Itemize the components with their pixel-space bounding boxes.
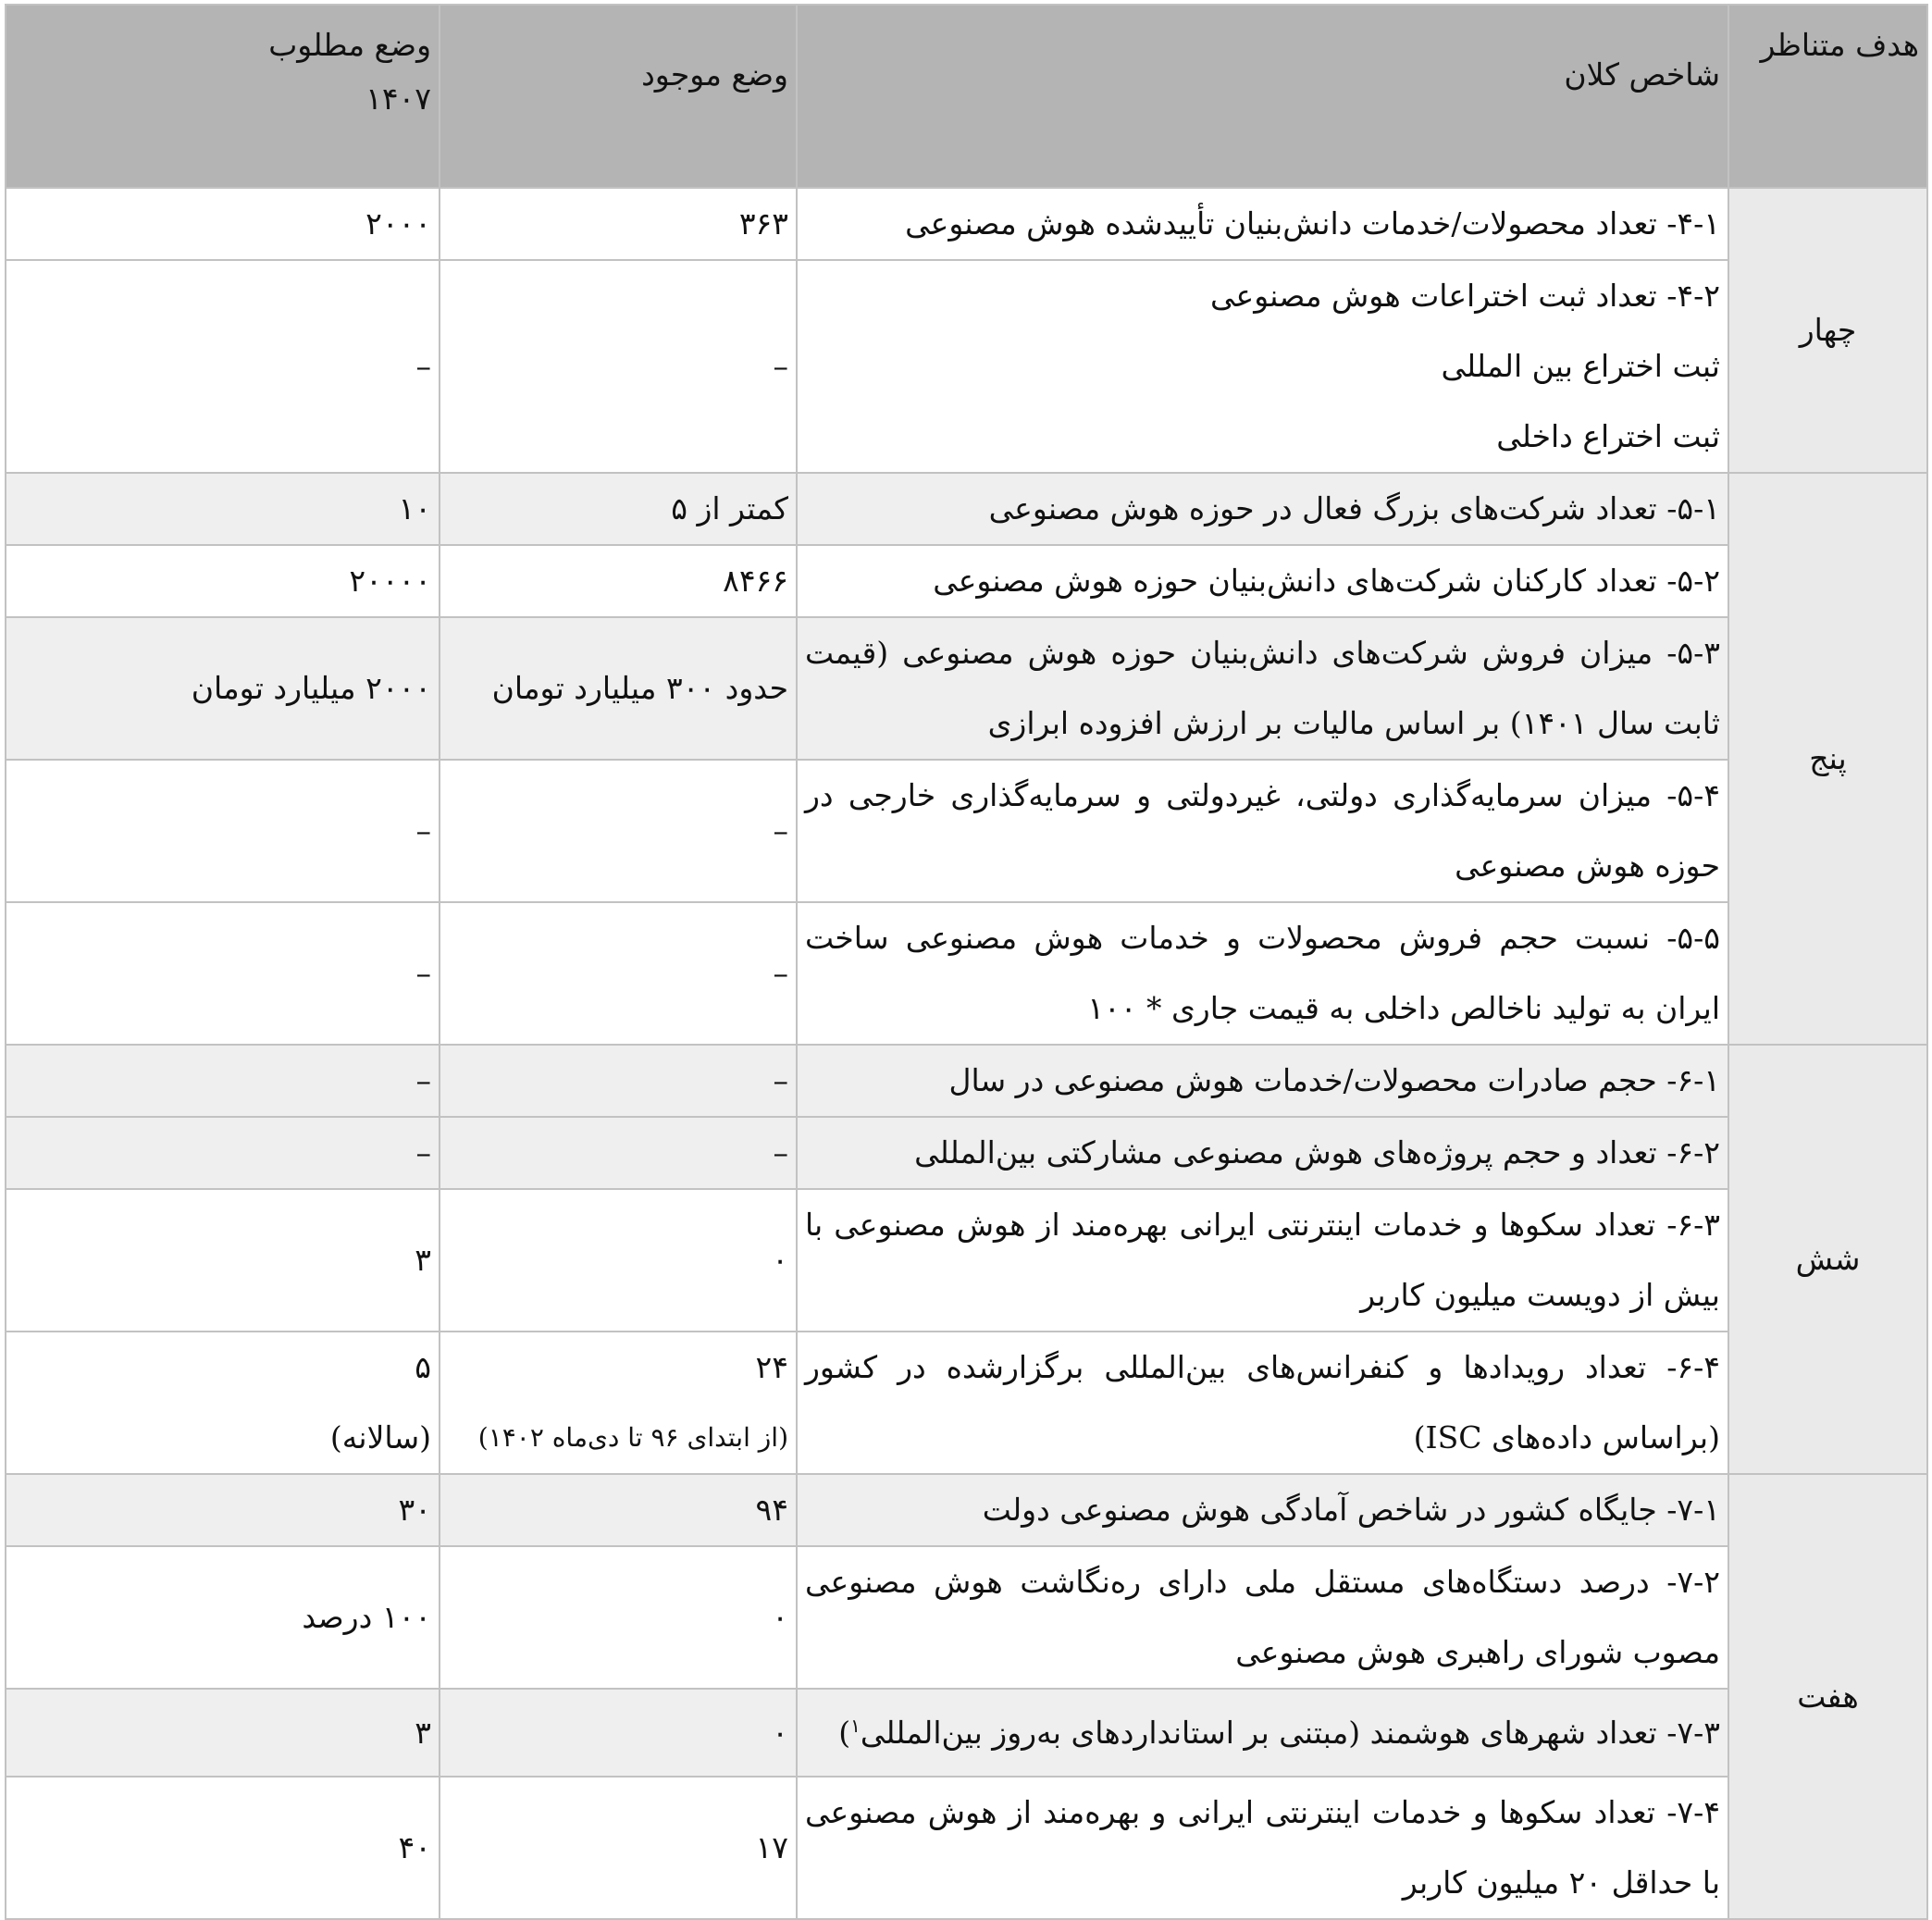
target-cell: ۱۰ [6,473,440,545]
target-note: (سالانه) [329,1419,431,1455]
indicator-cell: ۶-۲- تعداد و حجم پروژه‌های هوش مصنوعی مشارکتی بین‌المللی [797,1117,1728,1189]
target-cell: ۳۰ [6,1474,440,1546]
current-cell: ۹۴ [440,1474,797,1546]
target-cell: – [6,1045,440,1117]
table-row [6,1546,1927,1689]
current-cell: ۳۶۳ [440,188,797,260]
goal-cell [1728,188,1927,473]
target-cell: ۲۰۰۰ میلیارد تومان [6,617,440,760]
macro-indicators-table-frame [5,4,1926,1920]
header-goal: هدف متناظر [1728,5,1927,188]
indicator-cell: ۴-۱- تعداد محصولات/خدمات دانش‌بنیان تأییدشده هوش مصنوعی [797,188,1728,260]
current-cell: – [440,1045,797,1117]
table-row [6,545,1927,617]
header-row [6,5,1927,188]
goal-label: شش [1795,1241,1861,1277]
table-row [6,760,1927,902]
indicator-line: ثبت اختراع داخلی [1496,418,1720,454]
current-cell: حدود ۳۰۰ میلیارد تومان [440,617,797,760]
target-cell: ۳ [6,1189,440,1332]
goal-label: پنج [1809,740,1847,776]
indicator-cell: ۷-۲- درصد دستگاه‌های مستقل ملی دارای ره‌نگاشت هوش مصنوعی مصوب شورای راهبری هوش مصنوعی [797,1546,1728,1689]
current-cell: کمتر از ۵ [440,473,797,545]
table-row [6,1689,1927,1777]
indicator-cell: ۵-۲- تعداد کارکنان شرکت‌های دانش‌بنیان حوزه هوش مصنوعی [797,545,1728,617]
indicator-text: ۷-۳- تعداد شهرهای هوشمند (مبتنی بر استانداردهای به‌روز بین‌المللی [860,1715,1720,1751]
target-cell: ۱۰۰ درصد [6,1546,440,1689]
current-cell: ۰ [440,1689,797,1777]
current-cell: – [440,1117,797,1189]
table-row [6,1332,1927,1474]
table-row [6,260,1927,473]
indicator-cell: ۵-۴- میزان سرمایه‌گذاری دولتی، غیردولتی و سرمایه‌گذاری خارجی در حوزه هوش مصنوعی [797,760,1728,902]
header-current: وضع موجود [440,5,797,188]
indicator-cell: ۷-۴- تعداد سکوها و خدمات اینترنتی ایرانی و بهره‌مند از هوش مصنوعی با حداقل ۲۰ میلیون کاربر [797,1777,1728,1919]
indicator-cell [797,1689,1728,1777]
target-cell: – [6,1117,440,1189]
current-cell: ۰ [440,1546,797,1689]
table-row [6,1117,1927,1189]
header-target [6,5,440,188]
target-cell: ۲۰۰۰ [6,188,440,260]
goal-cell [1728,1045,1927,1474]
current-cell: – [440,902,797,1045]
goal-label: چهار [1799,312,1857,348]
table-row [6,1474,1927,1546]
target-cell: – [6,760,440,902]
current-cell: ۱۷ [440,1777,797,1919]
macro-indicators-table [5,4,1928,1920]
header-target-year: ۱۴۰۷ [365,81,431,117]
target-cell: – [6,902,440,1045]
indicator-text-tail: ) [838,1715,851,1751]
target-cell: ۴۰ [6,1777,440,1919]
indicator-line: ثبت اختراع بین المللی [1441,348,1720,384]
indicator-cell: ۶-۳- تعداد سکوها و خدمات اینترنتی ایرانی بهره‌مند از هوش مصنوعی با بیش از دویست میلیون کاربر [797,1189,1728,1332]
table-row [6,188,1927,260]
indicator-cell: ۵-۳- میزان فروش شرکت‌های دانش‌بنیان حوزه هوش مصنوعی (قیمت ثابت سال ۱۴۰۱) بر اساس مالیات بر ارزش افزوده ابرازی [797,617,1728,760]
current-cell: – [440,260,797,473]
header-target-label: وضع مطلوب [268,27,431,63]
target-cell [6,1332,440,1474]
current-cell [440,1332,797,1474]
indicator-cell: ۶-۱- حجم صادرات محصولات/خدمات هوش مصنوعی در سال [797,1045,1728,1117]
table-row [6,1045,1927,1117]
table-row [6,473,1927,545]
table-row [6,617,1927,760]
indicator-line: ۴-۲- تعداد ثبت اختراعات هوش مصنوعی [1210,278,1720,314]
indicator-cell: ۵-۵- نسبت حجم فروش محصولات و خدمات هوش مصنوعی ساخت ایران به تولید ناخالص داخلی به قیمت جاری * ۱۰۰ [797,902,1728,1045]
current-value: ۲۴ [755,1349,788,1385]
target-cell: – [6,260,440,473]
table-row [6,902,1927,1045]
current-cell: ۸۴۶۶ [440,545,797,617]
footnote-marker: ۱ [850,1715,861,1737]
table-row [6,1777,1927,1919]
indicator-cell: ۵-۱- تعداد شرکت‌های بزرگ فعال در حوزه هوش مصنوعی [797,473,1728,545]
current-note: (از ابتدای ۹۶ تا دی‌ماه ۱۴۰۲) [477,1422,788,1453]
table-row [6,1189,1927,1332]
goal-label: هفت [1797,1678,1859,1715]
indicator-cell: ۶-۴- تعداد رویدادها و کنفرانس‌های بین‌المللی برگزارشده در کشور (براساس داده‌های ISC) [797,1332,1728,1474]
header-indicator: شاخص کلان [797,5,1728,188]
goal-cell [1728,1474,1927,1919]
target-value: ۵ [415,1349,431,1385]
indicator-cell [797,260,1728,473]
current-cell: ۰ [440,1189,797,1332]
target-cell: ۲۰۰۰۰ [6,545,440,617]
target-cell: ۳ [6,1689,440,1777]
indicator-cell: ۷-۱- جایگاه کشور در شاخص آمادگی هوش مصنوعی دولت [797,1474,1728,1546]
goal-cell [1728,473,1927,1045]
current-cell: – [440,760,797,902]
